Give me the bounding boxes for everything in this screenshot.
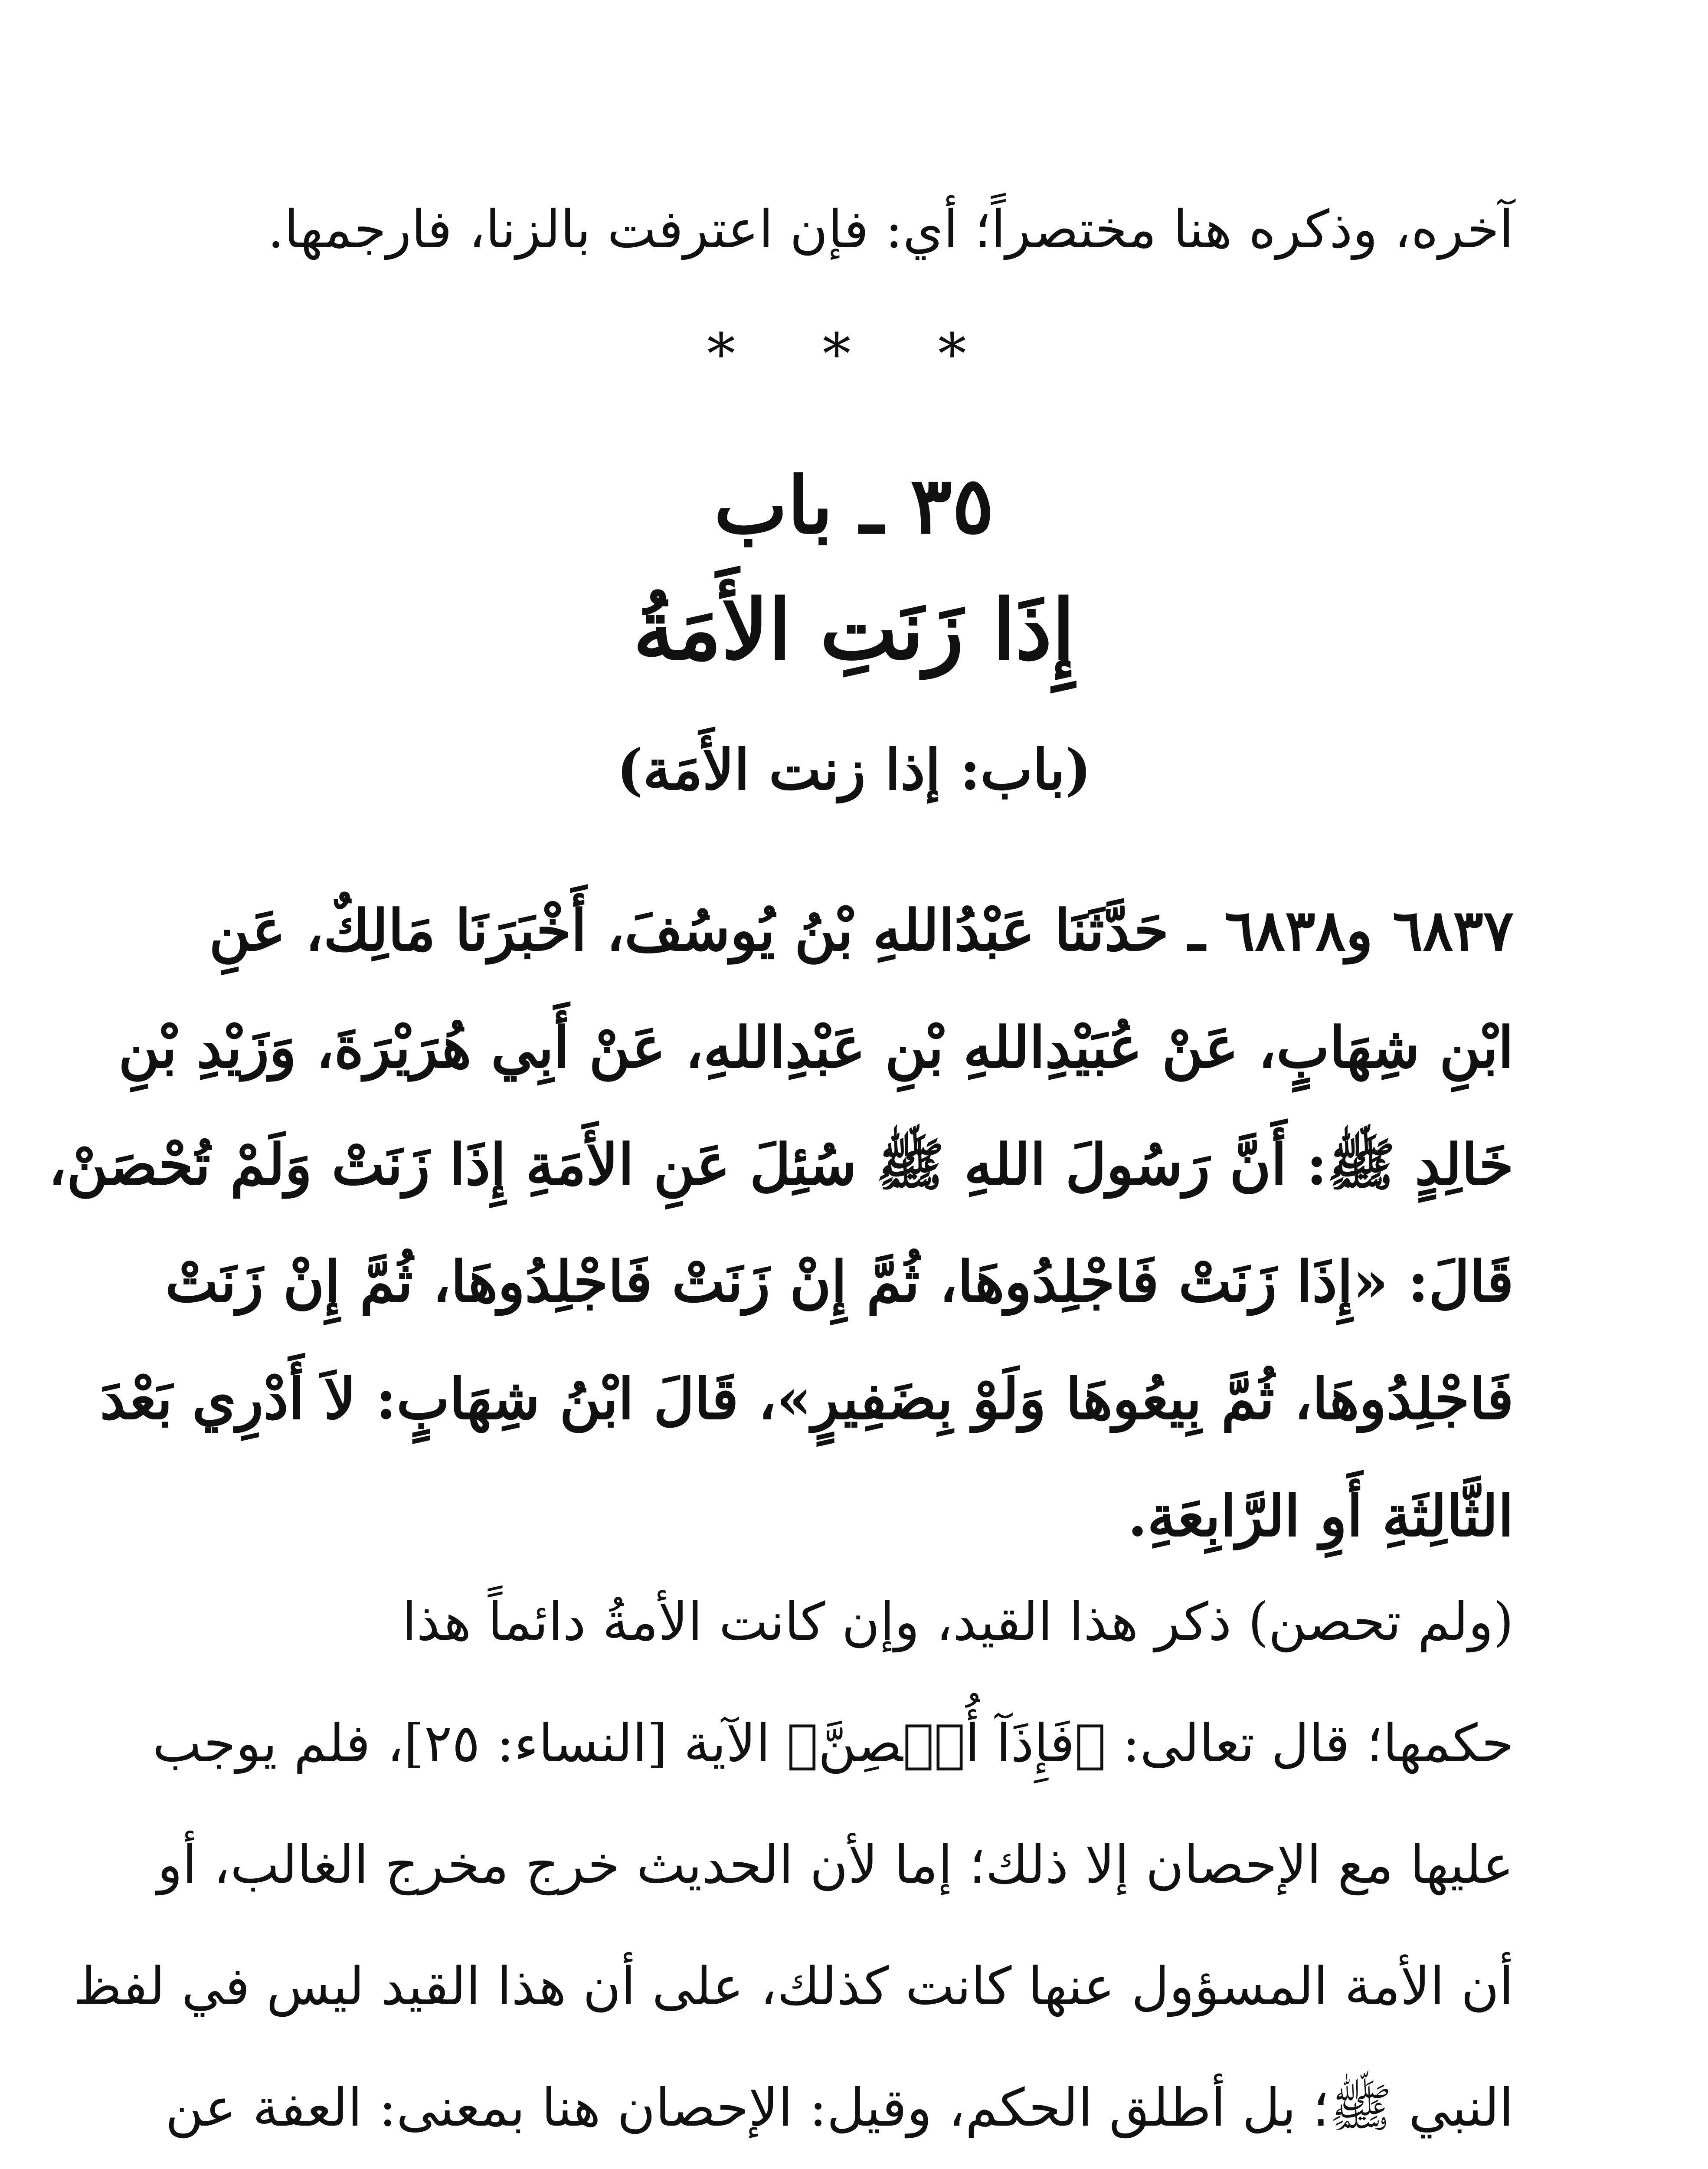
chapter-title: إِذَا زَنَتِ الأَمَةُ [633, 581, 1075, 678]
hadith-line: خَالِدٍ ﷺ: أَنَّ رَسُولَ اللهِ ﷺ سُئِلَ عَنِ الأَمَةِ إِذَا زَنَتْ وَلَمْ تُحْصَنْ، [48, 1131, 1514, 1198]
hadith-line: الثَّالِثَةِ أَوِ الرَّابِعَةِ. [1128, 1483, 1514, 1549]
commentary-line: النبي ﷺ؛ بل أطلق الحكم، وقيل: الإحصان هنا بمعنى: العفة عن [165, 2078, 1514, 2138]
hadith-line: قَالَ: «إِذَا زَنَتْ فَاجْلِدُوهَا، ثُمَّ إِنْ زَنَتْ فَاجْلِدُوهَا، ثُمَّ إِنْ زَنَتْ [165, 1248, 1514, 1315]
intro-paragraph [187, 187, 1514, 273]
commentary-text [73, 1562, 1514, 2169]
chapter-number: ٣٥ ـ باب [714, 460, 994, 551]
commentary-line: عليها مع الإحصان إلا ذلك؛ إما لأن الحديث خرج مخرج الغالب، أو [157, 1835, 1514, 1895]
hadith-line: ابْنِ شِهَابٍ، عَنْ عُبَيْدِاللهِ بْنِ عَبْدِاللهِ، عَنْ أَبِي هُرَيْرَةَ، وَزَيْدِ بْنِ [118, 1014, 1514, 1081]
hadith-line: فَاجْلِدُوهَا، ثُمَّ بِيعُوهَا وَلَوْ بِضَفِيرٍ»، قَالَ ابْنُ شِهَابٍ: لاَ أَدْرِي بَعْدَ [100, 1366, 1514, 1432]
section-separator: * * * [707, 321, 1001, 387]
intro-line: آخره، وذكره هنا مختصراً؛ أي: فإن اعترفت بالزنا، فارجمها. [267, 200, 1514, 260]
commentary-line: أن الأمة المسؤول عنها كانت كذلك، على أن هذا القيد ليس في لفظ [73, 1956, 1514, 2017]
commentary-line: حكمها؛ قال تعالى: ﴿فَإِذَآ أُحۡصِنَّ﴾ الآية [النساء: ٢٥]، فلم يوجب [152, 1714, 1514, 1774]
commentary-line: (ولم تحصن) ذكر هذا القيد، وإن كانت الأمةُ دائماً هذا [402, 1592, 1514, 1652]
sub-heading: (باب: إذا زنت الأَمَة) [616, 737, 1092, 803]
hadith-line: ٦٨٣٧ و٦٨٣٨ ـ حَدَّثَنَا عَبْدُاللهِ بْنُ يُوسُفَ، أَخْبَرَنَا مَالِكٌ، عَنِ [209, 897, 1514, 963]
hadith-text [48, 872, 1514, 1575]
